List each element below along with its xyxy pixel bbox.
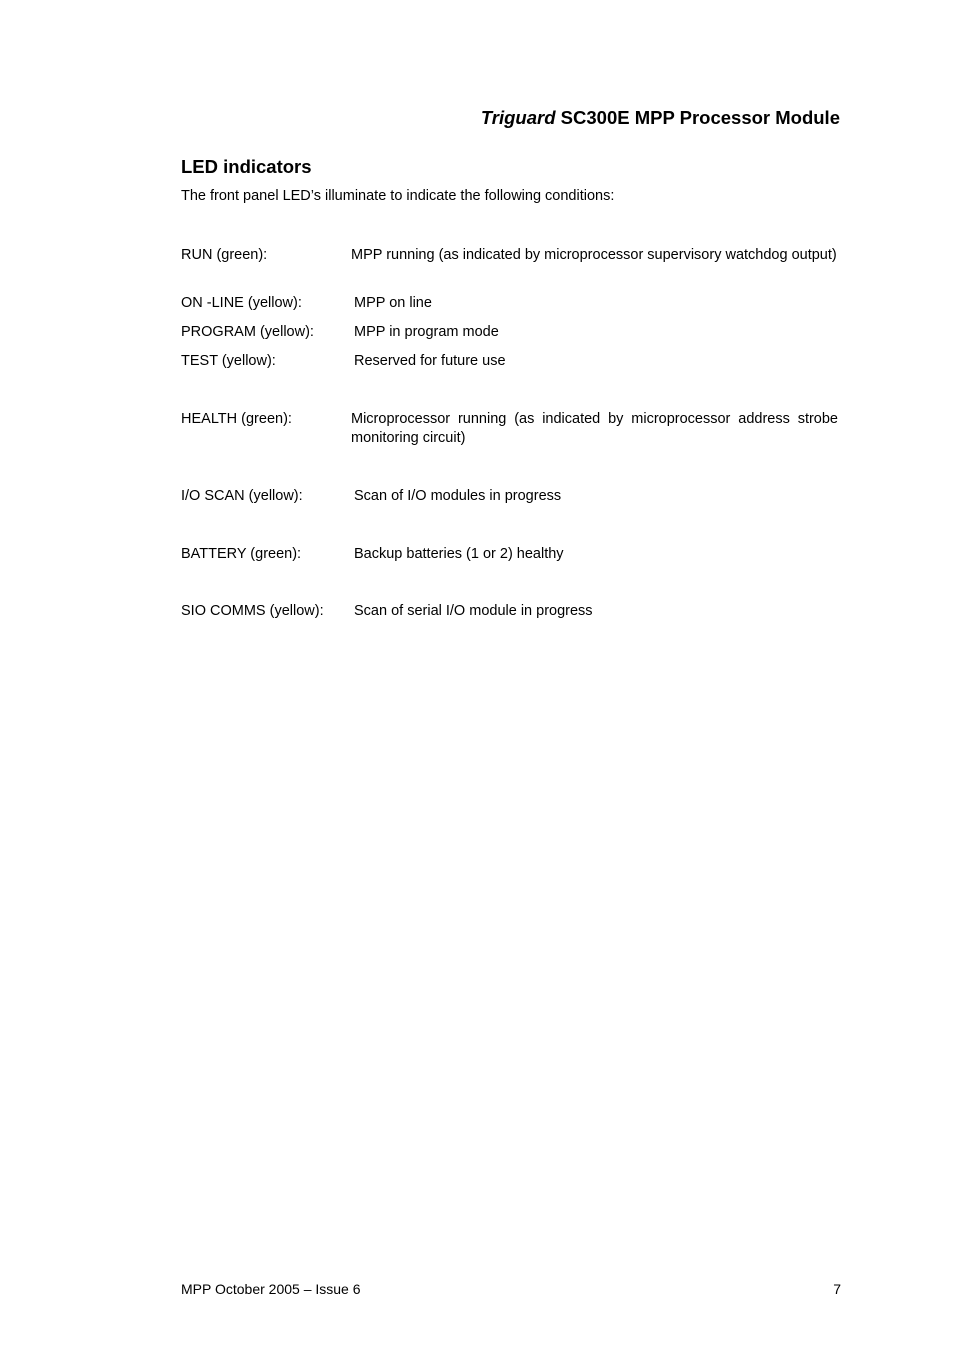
led-label: RUN (green):	[181, 247, 268, 263]
led-label: I/O SCAN (yellow):	[181, 488, 303, 504]
led-description: MPP on line	[354, 295, 432, 311]
led-description: Reserved for future use	[354, 353, 506, 369]
led-label: BATTERY (green):	[181, 546, 302, 562]
led-description: MPP running (as indicated by microprocessor supervisory watchdog output)	[351, 247, 837, 263]
led-description: Backup batteries (1 or 2) healthy	[354, 546, 564, 562]
page-header	[481, 107, 840, 129]
led-description: Scan of I/O modules in progress	[354, 488, 562, 504]
section-intro: The front panel LED’s illuminate to indicate the following conditions:	[181, 188, 615, 204]
led-label: PROGRAM (yellow):	[181, 324, 314, 340]
section-title: LED indicators	[181, 156, 312, 177]
led-label: SIO COMMS (yellow):	[181, 603, 324, 619]
led-description: MPP in program mode	[354, 324, 499, 340]
led-description: Scan of serial I/O module in progress	[354, 603, 593, 619]
led-description: Microprocessor running (as indicated by microprocessor address strobe monitoring circuit)	[351, 411, 838, 446]
header-brand: Triguard	[480, 107, 556, 128]
led-label: ON -LINE (yellow):	[181, 295, 302, 311]
footer-document-info: MPP October 2005 – Issue 6	[181, 1281, 361, 1297]
page-number: 7	[833, 1281, 841, 1297]
header-title: SC300E MPP Processor Module	[560, 107, 840, 128]
led-label: TEST (yellow):	[181, 353, 276, 369]
led-label: HEALTH (green):	[181, 411, 292, 427]
